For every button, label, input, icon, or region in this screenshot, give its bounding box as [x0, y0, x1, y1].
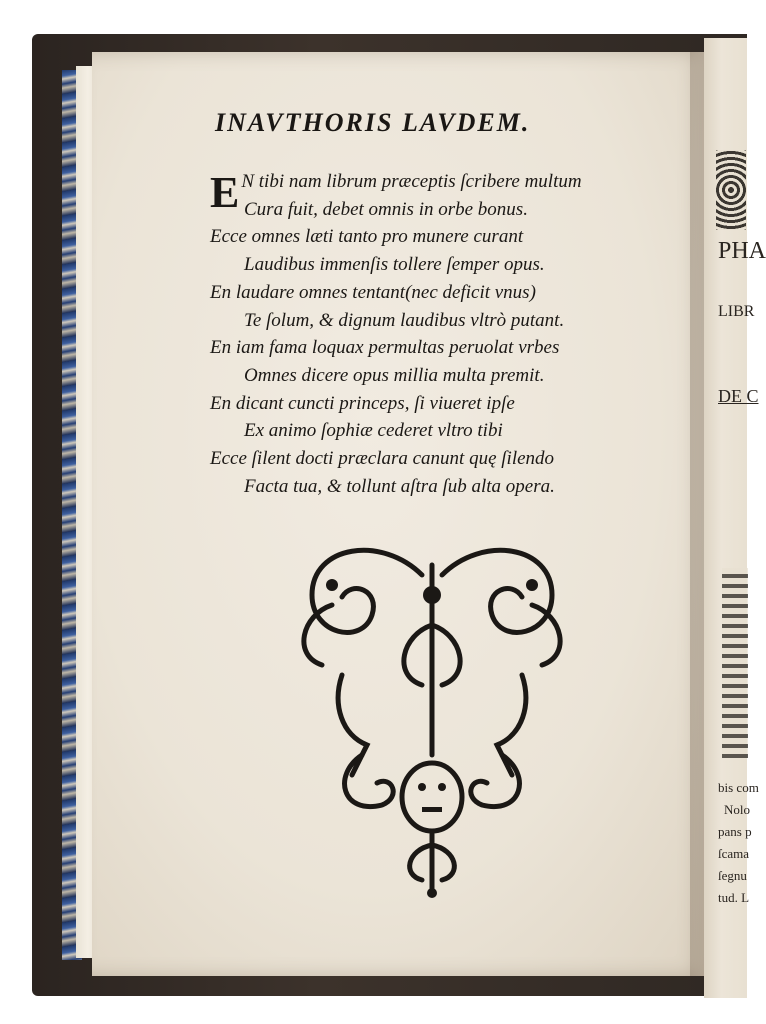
poem-line: Omnes dicere opus millia multa premit.: [244, 364, 545, 386]
poem-line: En dicant cuncti princeps, ſi viueret ipſe: [210, 392, 515, 414]
poem-line: Te ſolum, & dignum laudibus vltrò putant.: [244, 309, 565, 331]
poem: [210, 168, 680, 500]
facing-text-fragment: ſegnu: [718, 868, 747, 883]
facing-subtitle-fragment: LIBR: [718, 303, 755, 320]
facing-section-fragment: DE C: [718, 386, 759, 406]
facing-title-fragment: PHA: [718, 238, 766, 264]
facing-ornament: [716, 150, 746, 230]
poem-line: Ecce ſilent docti præclara canunt quę ſilendo: [210, 448, 555, 470]
drop-cap: E: [210, 168, 240, 217]
woodcut-ornament: [272, 535, 592, 900]
facing-text-fragment: ſcama: [718, 846, 750, 861]
poem-line: Facta tua, & tollunt aſtra ſub alta opera.: [244, 475, 555, 497]
facing-text-fragment: bis com: [718, 780, 759, 795]
poem-line: En iam fama loquax permultas peruolat vrbes: [210, 337, 560, 359]
poem-line: Laudibus immenſis tollere ſemper opus.: [244, 254, 545, 276]
facing-page: [704, 38, 766, 998]
poem-line: Cura fuit, debet omnis in orbe bonus.: [244, 198, 528, 220]
facing-text-fragment: pans p: [718, 824, 752, 839]
facing-ornament-column: [722, 568, 748, 758]
poem-line: En laudare omnes tentant(nec deficit vnus): [210, 281, 536, 303]
poem-line: Ex animo ſophiæ cederet vltro tibi: [244, 420, 503, 442]
poem-heading: INAVTHORIS LAVDEM.: [215, 108, 531, 137]
poem-line: N tibi nam librum præceptis ſcribere multum: [241, 171, 582, 192]
facing-text-fragment: tud. L: [718, 890, 750, 905]
poem-line: Ecce omnes læti tanto pro munere curant: [210, 226, 524, 248]
facing-text-fragment: Nolo: [724, 802, 750, 817]
